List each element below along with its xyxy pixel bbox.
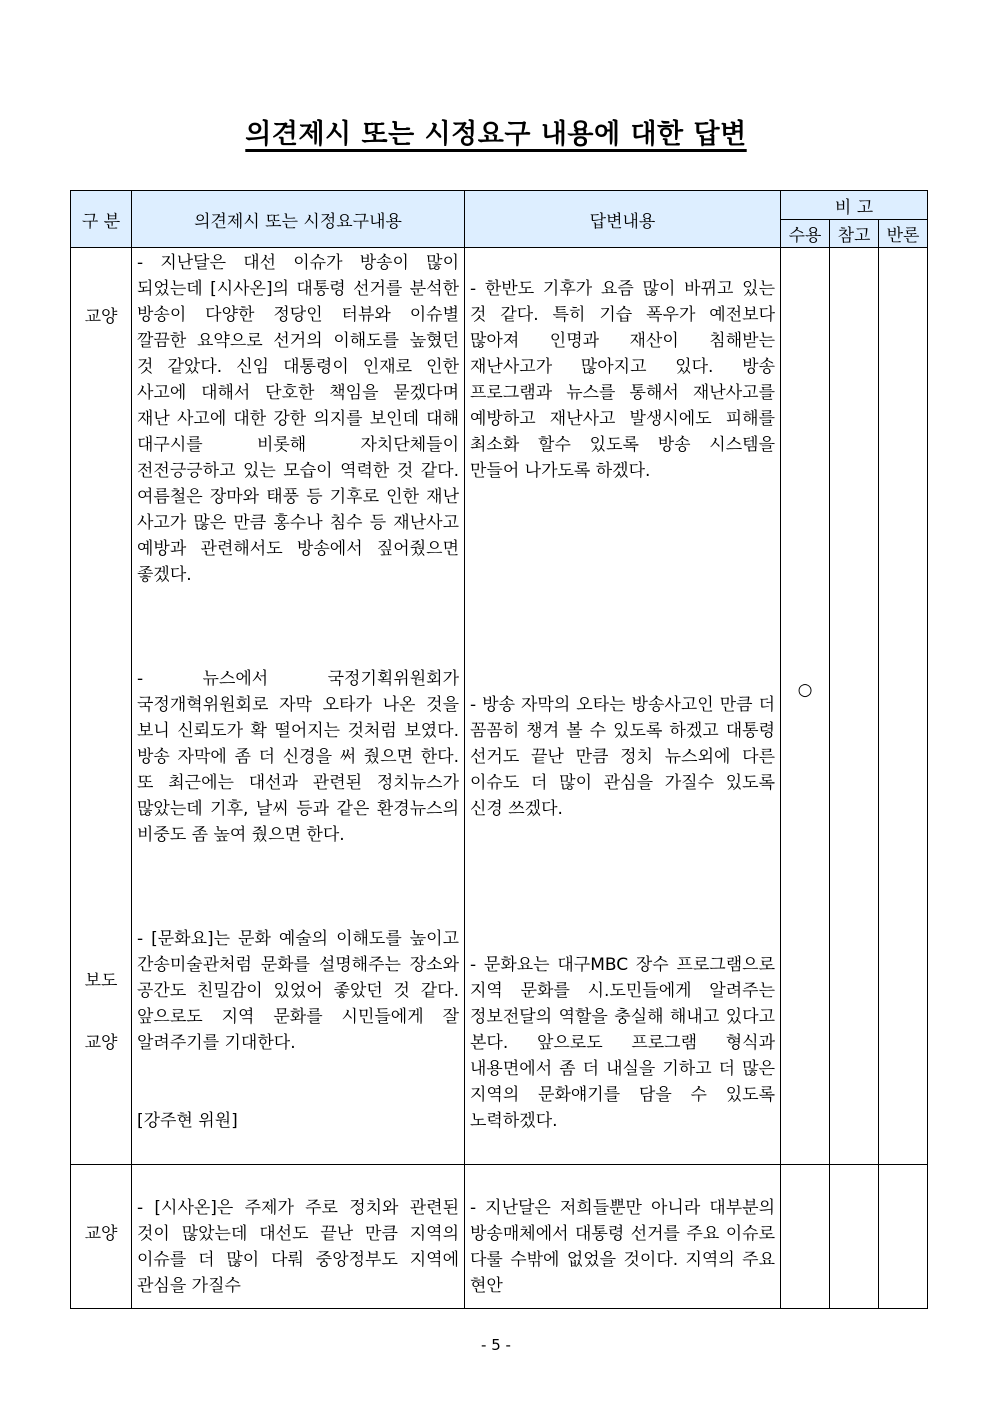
header-accept: 수용	[781, 220, 830, 248]
opinion-cell	[132, 248, 465, 1165]
answer-text: - 문화요는 대구MBC 장수 프로그램으로 지역 문화를 시.도민들에게 알려주는 정보전달의 역할을 충실해 해내고 있다고 본다. 앞으로도 프로그램 형식과 내용면에서 좀 더 내실을 기하고 더 많은 지역의 문화얘기를 담을 수 있도록 노력하겠다.	[470, 955, 775, 1131]
header-opinion: 의견제시 또는 시정요구내용	[132, 191, 465, 248]
answer-table	[70, 190, 928, 1309]
page-title: 의견제시 또는 시정요구 내용에 대한 답변	[245, 119, 747, 150]
answer-text: - 한반도 기후가 요즘 많이 바뀌고 있는 것 같다. 특히 기습 폭우가 예전보다 많아져 인명과 재산이 침해받는 재난사고가 많아지고 있다. 방송 프로그램과 뉴스를 통해서 재난사고를 예방하고 재난사고 발생시에도 피해를 최소화 할수 있도록 방송 시스템을 만들어 나가도록 하겠다.	[470, 279, 775, 481]
category-label: 교양	[84, 307, 118, 327]
opinion-text: - 뉴스에서 국정기획위원회가 국정개혁위원회로 자막 오타가 나온 것을 보니 신뢰도가 확 떨어지는 것처럼 보였다. 방송 자막에 좀 더 신경을 써 줬으면 한다. 또 최근에는 대선과 관련된 정치뉴스가 많았는데 기후, 날씨 등과 같은 환경뉴스의 비중도 좀 높여 줬으면 한다.	[137, 669, 459, 845]
opinion-text: - [문화요]는 문화 예술의 이해도를 높이고 간송미술관처럼 문화를 설명해주는 장소와 공간도 친밀감이 있었어 좋았던 것 같다. 앞으로도 지역 문화를 시민들에게 잘 알려주기를 기대한다.	[137, 929, 459, 1053]
answer-text: - 지난달은 저희들뿐만 아니라 대부분의 방송매체에서 대통령 선거를 주요 이슈로 다룰 수밖에 없었을 것이다. 지역의 주요 현안	[470, 1198, 775, 1296]
category-cell	[71, 1165, 132, 1309]
signature: [강주현 위원]	[137, 1111, 238, 1131]
opinion-text: - [시사온]은 주제가 주로 정치와 관련된 것이 많았는데 대선도 끝난 만큼 지역의 이슈를 더 많이 다뤄 중앙정부도 지역에 관심을 가질수	[137, 1198, 459, 1296]
header-rebut: 반론	[879, 220, 928, 248]
answer-cell	[465, 248, 781, 1165]
header-remarks: 비 고	[781, 191, 928, 220]
category-label: 보도	[84, 971, 118, 991]
reference-cell	[830, 248, 879, 1165]
rebut-cell	[879, 1165, 928, 1309]
table-row	[71, 248, 928, 1165]
opinion-text: - 지난달은 대선 이슈가 방송이 많이 되었는데 [시사온]의 대통령 선거를 분석한 방송이 다양한 정당인 터뷰와 이슈별 깔끔한 요약으로 선거의 이해도를 높혔던 것 같았다. 신임 대통령이 인재로 인한 사고에 대해서 단호한 책임을 묻겠다며 재난 사고에 대한 강한 의지를 보인데 대해 대구시를 비롯해 자치단체들이 전전긍긍하고 있는 모습이 역력한 것 같다. 여름철은 장마와 태풍 등 기후로 인한 재난 사고가 많은 만큼 홍수나 침수 등 재난사고 예방과 관련해서도 방송에서 짚어줬으면 좋겠다.	[137, 253, 459, 585]
accept-cell	[781, 1165, 830, 1309]
table-row	[71, 1165, 928, 1309]
category-cell	[71, 248, 132, 1165]
header-category: 구 분	[71, 191, 132, 248]
header-answer: 답변내용	[465, 191, 781, 248]
reference-cell	[830, 1165, 879, 1309]
accept-cell	[781, 248, 830, 1165]
accept-mark: ○	[797, 680, 813, 700]
page-number: - 5 -	[481, 1336, 511, 1354]
header-reference: 참고	[830, 220, 879, 248]
category-label: 교양	[84, 1033, 118, 1053]
category-label: 교양	[84, 1224, 118, 1244]
opinion-cell	[132, 1165, 465, 1309]
rebut-cell	[879, 248, 928, 1165]
answer-text: - 방송 자막의 오타는 방송사고인 만큼 더 꼼꼼히 챙겨 볼 수 있도록 하겠고 대통령 선거도 끝난 만큼 정치 뉴스외에 다른 이슈도 더 많이 관심을 가질수 있도록 신경 쓰겠다.	[470, 695, 775, 819]
answer-cell	[465, 1165, 781, 1309]
